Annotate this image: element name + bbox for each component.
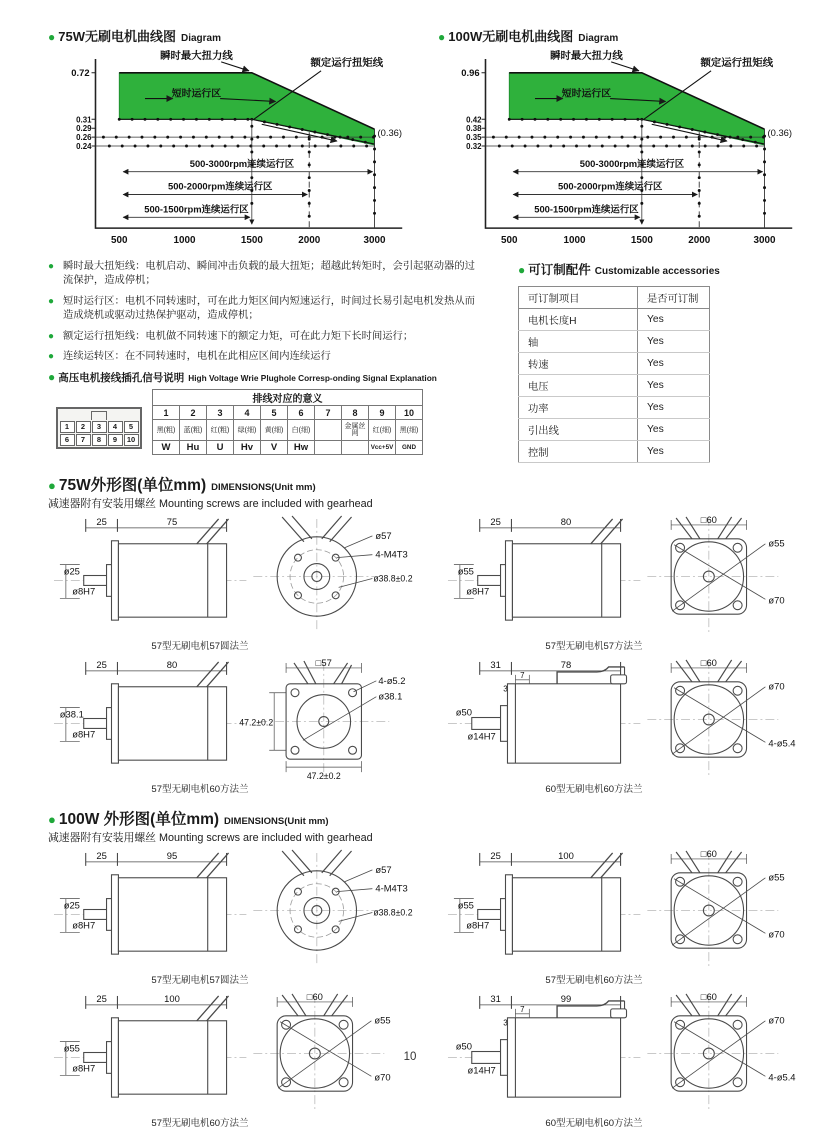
dim-label: ø38.1 [59, 708, 84, 720]
table-row [519, 331, 710, 353]
pin-number: 2 [180, 406, 207, 420]
drawing-card [442, 515, 814, 654]
dim-label: ø8H7 [72, 919, 96, 931]
signal-heading [48, 370, 478, 385]
pin-number: 10 [396, 406, 423, 420]
accessory-item: 电压 [519, 375, 638, 397]
plug-pin: 10 [124, 434, 139, 446]
signal-area [56, 389, 478, 455]
annotation-arrow [611, 62, 639, 71]
accessories-table [518, 286, 710, 463]
y-tick-label: 0.26 [76, 133, 92, 143]
dim-label: ø14H7 [467, 730, 496, 742]
dim-label: ø38.8±0.2 [373, 573, 413, 584]
dim-label: 25 [96, 992, 107, 1004]
dim-label: ø70 [768, 594, 785, 606]
chart-title-75w [48, 26, 424, 45]
plug-pin: 8 [92, 434, 107, 446]
signal-name [315, 441, 342, 455]
accessory-value: Yes [638, 353, 710, 375]
dim-label: 3 [503, 684, 508, 694]
dim-label: ø70 [768, 1014, 785, 1026]
dim-label: ø55 [457, 565, 474, 577]
signal-table-title: 排线对应的意义 [153, 390, 423, 406]
drawing-card [48, 658, 420, 797]
dim-label: ø25 [63, 899, 80, 911]
drawing-card [48, 515, 420, 654]
short-time-zone-label: 短时运行区 [171, 88, 222, 100]
dim-label: ø70 [374, 1071, 391, 1083]
plug-pin: 4 [108, 421, 123, 433]
plug-pin: 9 [108, 434, 123, 446]
chart-block-100w [438, 26, 814, 250]
drawing-caption: 60型无刷电机60方法兰 [545, 1118, 643, 1129]
dim-label: ø57 [375, 529, 392, 541]
dim-label: 31 [490, 658, 501, 670]
accessory-item: 轴 [519, 331, 638, 353]
dim-label: 47.2±0.2 [239, 717, 274, 728]
short-time-zone-label: 短时运行区 [561, 88, 612, 100]
y-tick-label: 0.29 [76, 124, 92, 134]
dim-label: ø70 [768, 928, 785, 940]
dim-label: ø55 [63, 1042, 80, 1054]
accessory-value: Yes [638, 419, 710, 441]
signal-name: W [153, 441, 180, 455]
section-title-en: DIMENSIONS(Unit mm) [211, 482, 316, 493]
note-item [48, 295, 478, 324]
dim-label: □60 [700, 515, 717, 525]
dim-label: 25 [96, 515, 107, 527]
section-100w-dimensions [48, 807, 806, 845]
dim-label: 25 [490, 849, 501, 861]
bullet-icon: ● [48, 30, 56, 44]
accessory-item: 电机长度H [519, 309, 638, 331]
chart-title-en: Diagram [180, 33, 221, 44]
y-tick-label: 0.31 [76, 115, 92, 125]
chart-title-text: 75W无刷电机曲线图 [58, 29, 176, 44]
dim-label: ø14H7 [467, 1064, 496, 1076]
accessory-item: 功率 [519, 397, 638, 419]
drawing-card [48, 849, 420, 988]
dim-label: ø55 [768, 871, 785, 883]
pin-number: 1 [153, 406, 180, 420]
dim-label: ø55 [457, 899, 474, 911]
wire-color: 白(细) [288, 420, 315, 441]
accessories-title-zh: 可订制配件 [528, 263, 591, 277]
bullet-icon: ● [48, 295, 55, 307]
table-row [519, 353, 710, 375]
dim-label: 3 [503, 1018, 508, 1028]
zone-label: 500-2000rpm连续运行区 [167, 180, 273, 192]
bullet-icon: ● [48, 370, 56, 385]
x-tick-label: 1500 [240, 234, 263, 246]
signal-name: Hu [180, 441, 207, 455]
drawings-row [48, 515, 806, 654]
dim-label: □57 [315, 658, 332, 668]
pin-number: 9 [369, 406, 396, 420]
section-subtitle-en: Mounting screws are included with gearhead [158, 498, 373, 510]
accessory-value: Yes [638, 331, 710, 353]
accessory-value: Yes [638, 397, 710, 419]
accessories-title [518, 260, 728, 278]
torque-curve-chart-100w [438, 45, 814, 250]
plug-pin: 1 [60, 421, 75, 433]
signal-heading-en: High Voltage Wrie Plughole Corresp-onding Signal Explanation [188, 373, 437, 384]
dim-label: ø8H7 [72, 1062, 96, 1074]
pin-number: 4 [234, 406, 261, 420]
section-title [48, 473, 806, 495]
note-item [48, 350, 478, 364]
section-subtitle-zh: 减速器附有安装用螺丝 [48, 832, 156, 844]
drawings-row [48, 849, 806, 988]
accessory-value: Yes [638, 309, 710, 331]
dim-label: ø8H7 [466, 585, 490, 597]
table-row [519, 441, 710, 463]
dim-label: 7 [520, 670, 525, 680]
accessory-item: 控制 [519, 441, 638, 463]
dim-label: 4-ø5.4 [768, 737, 796, 749]
annotation-arrow [221, 62, 249, 71]
drawing-caption: 60型无刷电机60方法兰 [545, 784, 643, 795]
torque-curve-chart-75w [48, 45, 424, 250]
dim-label: □60 [306, 992, 323, 1002]
plug-pin: 2 [76, 421, 91, 433]
drawing-card [442, 658, 814, 797]
dim-label: ø8H7 [72, 728, 96, 740]
wire-color: 黑(细) [396, 420, 423, 441]
pin-number: 7 [315, 406, 342, 420]
section-title-zh: 100W 外形图(单位mm) [58, 811, 220, 828]
dim-label: ø8H7 [72, 585, 96, 597]
motor-drawing-75w-sq57-flange [48, 658, 420, 781]
section-title-en: DIMENSIONS(Unit mm) [224, 816, 329, 827]
dim-label: ø57 [375, 863, 392, 875]
y-tick-label: 0.42 [466, 115, 482, 125]
dim-label: ø8H7 [466, 919, 490, 931]
motor-drawing-75w-60-flange [442, 658, 814, 781]
dim-label: 25 [96, 658, 107, 670]
dim-label: 95 [166, 849, 178, 861]
section-75w-dimensions [48, 473, 806, 511]
bullet-icon: ● [48, 478, 56, 493]
drawing-caption: 57型无刷电机57圆法兰 [151, 975, 249, 986]
dim-label: 4-M4T3 [375, 882, 408, 894]
signal-name: Hv [234, 441, 261, 455]
drawing-card [442, 849, 814, 988]
wire-color: 黄(细) [261, 420, 288, 441]
pin-number: 8 [342, 406, 369, 420]
motor-drawing-75w-round-flange [48, 515, 420, 638]
accessories-col-header: 是否可订制 [638, 287, 710, 309]
dim-label: 78 [560, 658, 572, 670]
wire-color: 黑(粗) [153, 420, 180, 441]
zone-label: 500-1500rpm连续运行区 [534, 203, 639, 215]
y-tick-label: 0.35 [466, 133, 482, 143]
dim-label: 31 [490, 992, 501, 1004]
bullet-icon: ● [48, 351, 55, 363]
dim-label: 4-ø5.2 [378, 674, 406, 686]
dim-label: ø25 [63, 565, 80, 577]
dim-label: 99 [560, 992, 572, 1004]
plug-pin: 7 [76, 434, 91, 446]
note-text: 额定运行扭矩线：电机做不同转速下的额定力矩，可在此力矩下长时间运行； [63, 330, 414, 342]
end-value-label: (0.36) [767, 127, 793, 139]
x-tick-label: 2000 [688, 234, 711, 246]
chart-title-100w [438, 26, 814, 45]
dim-label: 75 [166, 515, 178, 527]
table-row [519, 309, 710, 331]
chart-title-text: 100W无刷电机曲线图 [448, 29, 574, 44]
table-row [519, 397, 710, 419]
dim-label: ø55 [768, 537, 785, 549]
pin-number: 6 [288, 406, 315, 420]
wire-color: 金属丝网 [342, 420, 369, 441]
wire-color [315, 420, 342, 441]
y-tick-label: 0.96 [461, 66, 480, 78]
zone-label: 500-3000rpm连续运行区 [579, 157, 685, 169]
drawing-caption: 57型无刷电机57圆法兰 [151, 641, 249, 652]
x-tick-label: 1000 [173, 234, 196, 246]
drawings-row [48, 658, 806, 797]
signal-name: Vcc+5V [369, 441, 396, 455]
signal-heading-zh: 高压电机接线插孔信号说明 [58, 372, 185, 385]
bullet-icon: ● [48, 812, 56, 827]
drawing-caption: 57型无刷电机60方法兰 [151, 1118, 249, 1129]
rated-torque-label: 额定运行扭矩线 [700, 57, 774, 69]
max-torque-label: 瞬时最大扭力线 [550, 50, 623, 62]
plug-pin: 3 [92, 421, 107, 433]
note-text: 瞬时最大扭矩线：电机启动、瞬间冲击负载的最大扭矩；超越此转矩时，会引起驱动器的过流保护，造成停机； [63, 261, 475, 287]
section-title [48, 807, 806, 829]
section-subtitle [48, 496, 806, 511]
dim-label: 7 [520, 1004, 525, 1014]
motor-drawing-75w-square-flange [442, 515, 814, 638]
dim-label: 47.2±0.2 [306, 771, 341, 781]
x-tick-label: 3000 [753, 234, 776, 246]
section-subtitle-zh: 减速器附有安装用螺丝 [48, 498, 156, 510]
dim-label: ø70 [768, 680, 785, 692]
signal-table [152, 389, 423, 455]
wire-color: 红(粗) [207, 420, 234, 441]
dim-label: 25 [96, 849, 107, 861]
connector-plug-icon [56, 407, 142, 449]
pin-number: 3 [207, 406, 234, 420]
signal-name: V [261, 441, 288, 455]
bullet-icon: ● [48, 330, 55, 342]
motor-drawing-100w-round-flange [48, 849, 420, 972]
rated-torque-label: 额定运行扭矩线 [310, 57, 384, 69]
y-tick-label: 0.32 [466, 141, 482, 151]
drawing-caption: 57型无刷电机60方法兰 [545, 975, 643, 986]
y-tick-label: 0.38 [466, 124, 482, 134]
note-item [48, 260, 478, 289]
pin-number: 5 [261, 406, 288, 420]
note-text: 短时运行区：电机不同转速时，可在此力矩区间内短速运行，时间过长易引起电机发热从而造成烧机或驱动过热保护驱动，造成停机； [63, 295, 475, 322]
dim-label: 100 [558, 849, 574, 861]
zone-label: 500-2000rpm连续运行区 [557, 180, 663, 192]
signal-name: U [207, 441, 234, 455]
notes-column [48, 260, 478, 463]
accessory-value: Yes [638, 375, 710, 397]
bullet-icon: ● [518, 263, 526, 277]
dim-label: ø50 [455, 706, 472, 718]
page-number: 10 [403, 1051, 417, 1063]
dim-label: ø55 [374, 1014, 391, 1026]
signal-name: Hw [288, 441, 315, 455]
plug-grid [60, 421, 139, 446]
bullet-icon: ● [438, 30, 446, 44]
dim-label: 80 [560, 515, 572, 527]
section-subtitle-en: Mounting screws are included with gearhead [158, 832, 373, 844]
operating-area [509, 73, 764, 145]
table-row [519, 375, 710, 397]
zone-label: 500-3000rpm连续运行区 [189, 157, 295, 169]
x-tick-label: 500 [500, 234, 518, 246]
wire-color: 红(细) [369, 420, 396, 441]
dim-label: ø38.1 [378, 690, 403, 702]
drawing-caption: 57型无刷电机57方法兰 [545, 641, 643, 652]
wire-color: 蓝(粗) [180, 420, 207, 441]
note-item [48, 330, 478, 344]
accessory-item: 转速 [519, 353, 638, 375]
table-row [519, 419, 710, 441]
dim-label: □60 [700, 658, 717, 668]
accessories-col-header: 可订制项目 [519, 287, 638, 309]
middle-row [48, 260, 806, 463]
x-tick-label: 3000 [363, 234, 386, 246]
plug-pin: 5 [124, 421, 139, 433]
dim-label: ø38.8±0.2 [373, 907, 413, 918]
bullet-icon: ● [48, 261, 55, 272]
note-text: 连续运转区：在不同转速时，电机在此相应区间内连续运行 [63, 351, 331, 363]
accessories-title-en: Customizable accessories [594, 266, 720, 277]
dim-label: ø50 [455, 1040, 472, 1052]
dim-label: 4-M4T3 [375, 548, 408, 560]
motor-drawing-100w-square-flange [442, 849, 814, 972]
max-torque-label: 瞬时最大扭力线 [160, 50, 233, 62]
signal-name: GND [396, 441, 423, 455]
signal-name [342, 441, 369, 455]
chart-block-75w [48, 26, 424, 250]
dim-label: 100 [164, 992, 180, 1004]
operating-area [119, 73, 374, 145]
accessory-value: Yes [638, 441, 710, 463]
x-tick-label: 1000 [563, 234, 586, 246]
charts-row [48, 26, 806, 250]
chart-title-en: Diagram [578, 33, 619, 44]
dim-label: 25 [490, 515, 501, 527]
dim-label: 4-ø5.4 [768, 1071, 796, 1083]
zone-label: 500-1500rpm连续运行区 [144, 203, 249, 215]
plug-tab [91, 411, 107, 420]
drawing-caption: 57型无刷电机60方法兰 [151, 784, 249, 795]
dim-label: 80 [166, 658, 178, 670]
section-title-zh: 75W外形图(单位mm) [58, 477, 207, 494]
dim-label: □60 [700, 849, 717, 859]
section-subtitle [48, 830, 806, 845]
accessory-item: 引出线 [519, 419, 638, 441]
wire-color: 绿(细) [234, 420, 261, 441]
accessories-column [518, 260, 728, 463]
y-tick-label: 0.24 [76, 141, 92, 151]
x-tick-label: 2000 [298, 234, 321, 246]
end-value-label: (0.36) [377, 127, 403, 139]
x-tick-label: 1500 [630, 234, 653, 246]
dim-label: □60 [700, 992, 717, 1002]
plug-pin: 6 [60, 434, 75, 446]
x-tick-label: 500 [110, 234, 128, 246]
y-tick-label: 0.72 [71, 66, 90, 78]
